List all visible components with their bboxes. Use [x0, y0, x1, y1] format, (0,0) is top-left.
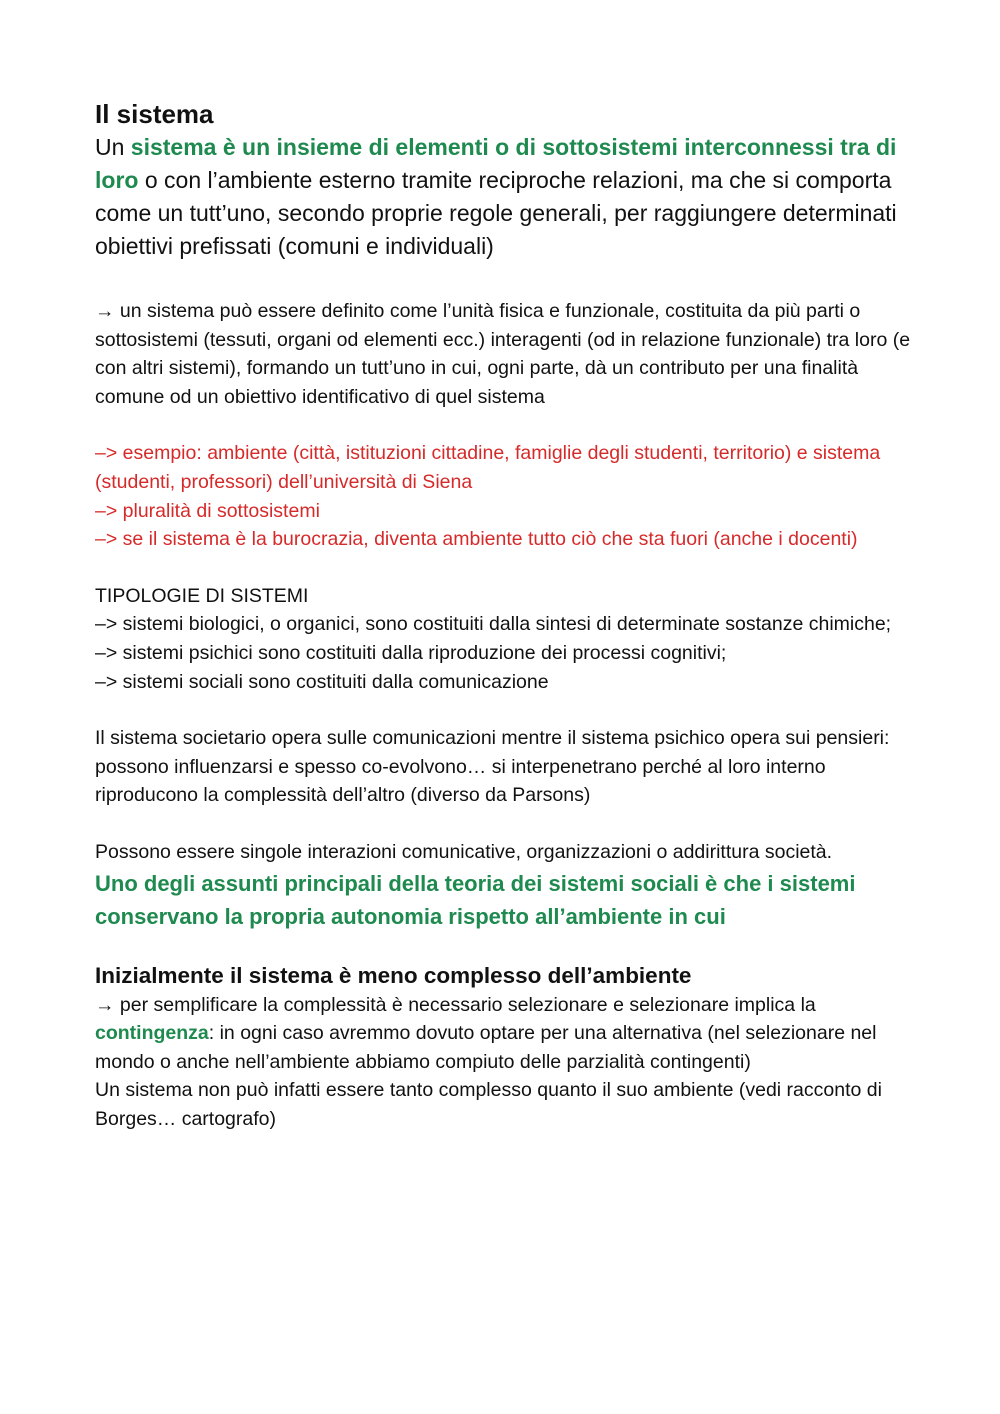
typology-item-biological: –> sistemi biologici, o organici, sono costituiti dalla sintesi di determinate sostanze chimiche;	[95, 613, 892, 636]
autonomy-statement: Uno degli assunti principali della teoria dei sistemi sociali è che i sistemi conservano la propria autonomia rispetto all’ambiente in cui	[95, 870, 856, 929]
typology-item-psychic: –> sistemi psichici sono costituiti dalla riproduzione dei processi cognitivi;	[95, 641, 727, 664]
societal-system-paragraph: Il sistema societario opera sulle comunicazioni mentre il sistema psichico opera sui pensieri: possono influenzarsi e spesso co-evolvono… si interpenetrano perché al loro interno riproducono la complessità dell’altro (diverso da Parsons)	[95, 727, 890, 807]
forms-paragraph: Possono essere singole interazioni comunicative, organizzazioni o addirittura società.	[95, 840, 833, 863]
typologies-heading: TIPOLOGIE DI SISTEMI	[95, 584, 309, 607]
contingency-post: : in ogni caso avremmo dovuto optare per una alternativa (nel selezionare nel mondo o anche nell’ambiente abbiamo compiuto delle parzialità contingenti)	[95, 1022, 877, 1073]
definition-pre: Un	[95, 134, 131, 160]
example-item-3: –> se il sistema è la burocrazia, diventa ambiente tutto ciò che sta fuori (anche i docenti)	[95, 528, 858, 551]
closing-paragraph: Un sistema non può infatti essere tanto complesso quanto il suo ambiente (vedi racconto di Borges… cartografo)	[95, 1079, 882, 1130]
system-explanation-paragraph: → un sistema può essere definito come l’unità fisica e funzionale, costituita da più parti o sottosistemi (tessuti, organi od elementi ecc.) interagenti (od in relazione funzionale) tra loro (e con altri sistemi), formando un tutt’uno in cui, ogni parte, dà un contributo per una finalità comune od un obiettivo identificativo di quel sistema	[95, 300, 911, 408]
contingency-paragraph	[95, 991, 915, 1077]
document-page	[95, 97, 915, 1133]
example-item-2: –> pluralità di sottosistemi	[95, 499, 320, 522]
definition-highlight: sistema è un insieme di elementi o di sottosistemi interconnessi tra di loro	[95, 134, 897, 193]
contingency-term: contingenza	[95, 1022, 209, 1045]
definition-post: o con l’ambiente esterno tramite reciproche relazioni, ma che si comporta come un tutt’uno, secondo proprie regole generali, per raggiungere determinati obiettivi prefissati (comuni e individuali)	[95, 167, 897, 259]
section-title-complexity: Inizialmente il sistema è meno complesso dell’ambiente	[95, 962, 692, 988]
example-item-1: –> esempio: ambiente (città, istituzioni cittadine, famiglie degli studenti, territorio) e sistema (studenti, professori) dell’università di Siena	[95, 442, 881, 493]
contingency-pre: → per semplificare la complessità è necessario selezionare e selezionare implica la	[95, 993, 816, 1016]
page-title: Il sistema	[95, 99, 214, 129]
typology-item-social: –> sistemi sociali sono costituiti dalla comunicazione	[95, 670, 549, 693]
definition-paragraph	[95, 131, 915, 263]
